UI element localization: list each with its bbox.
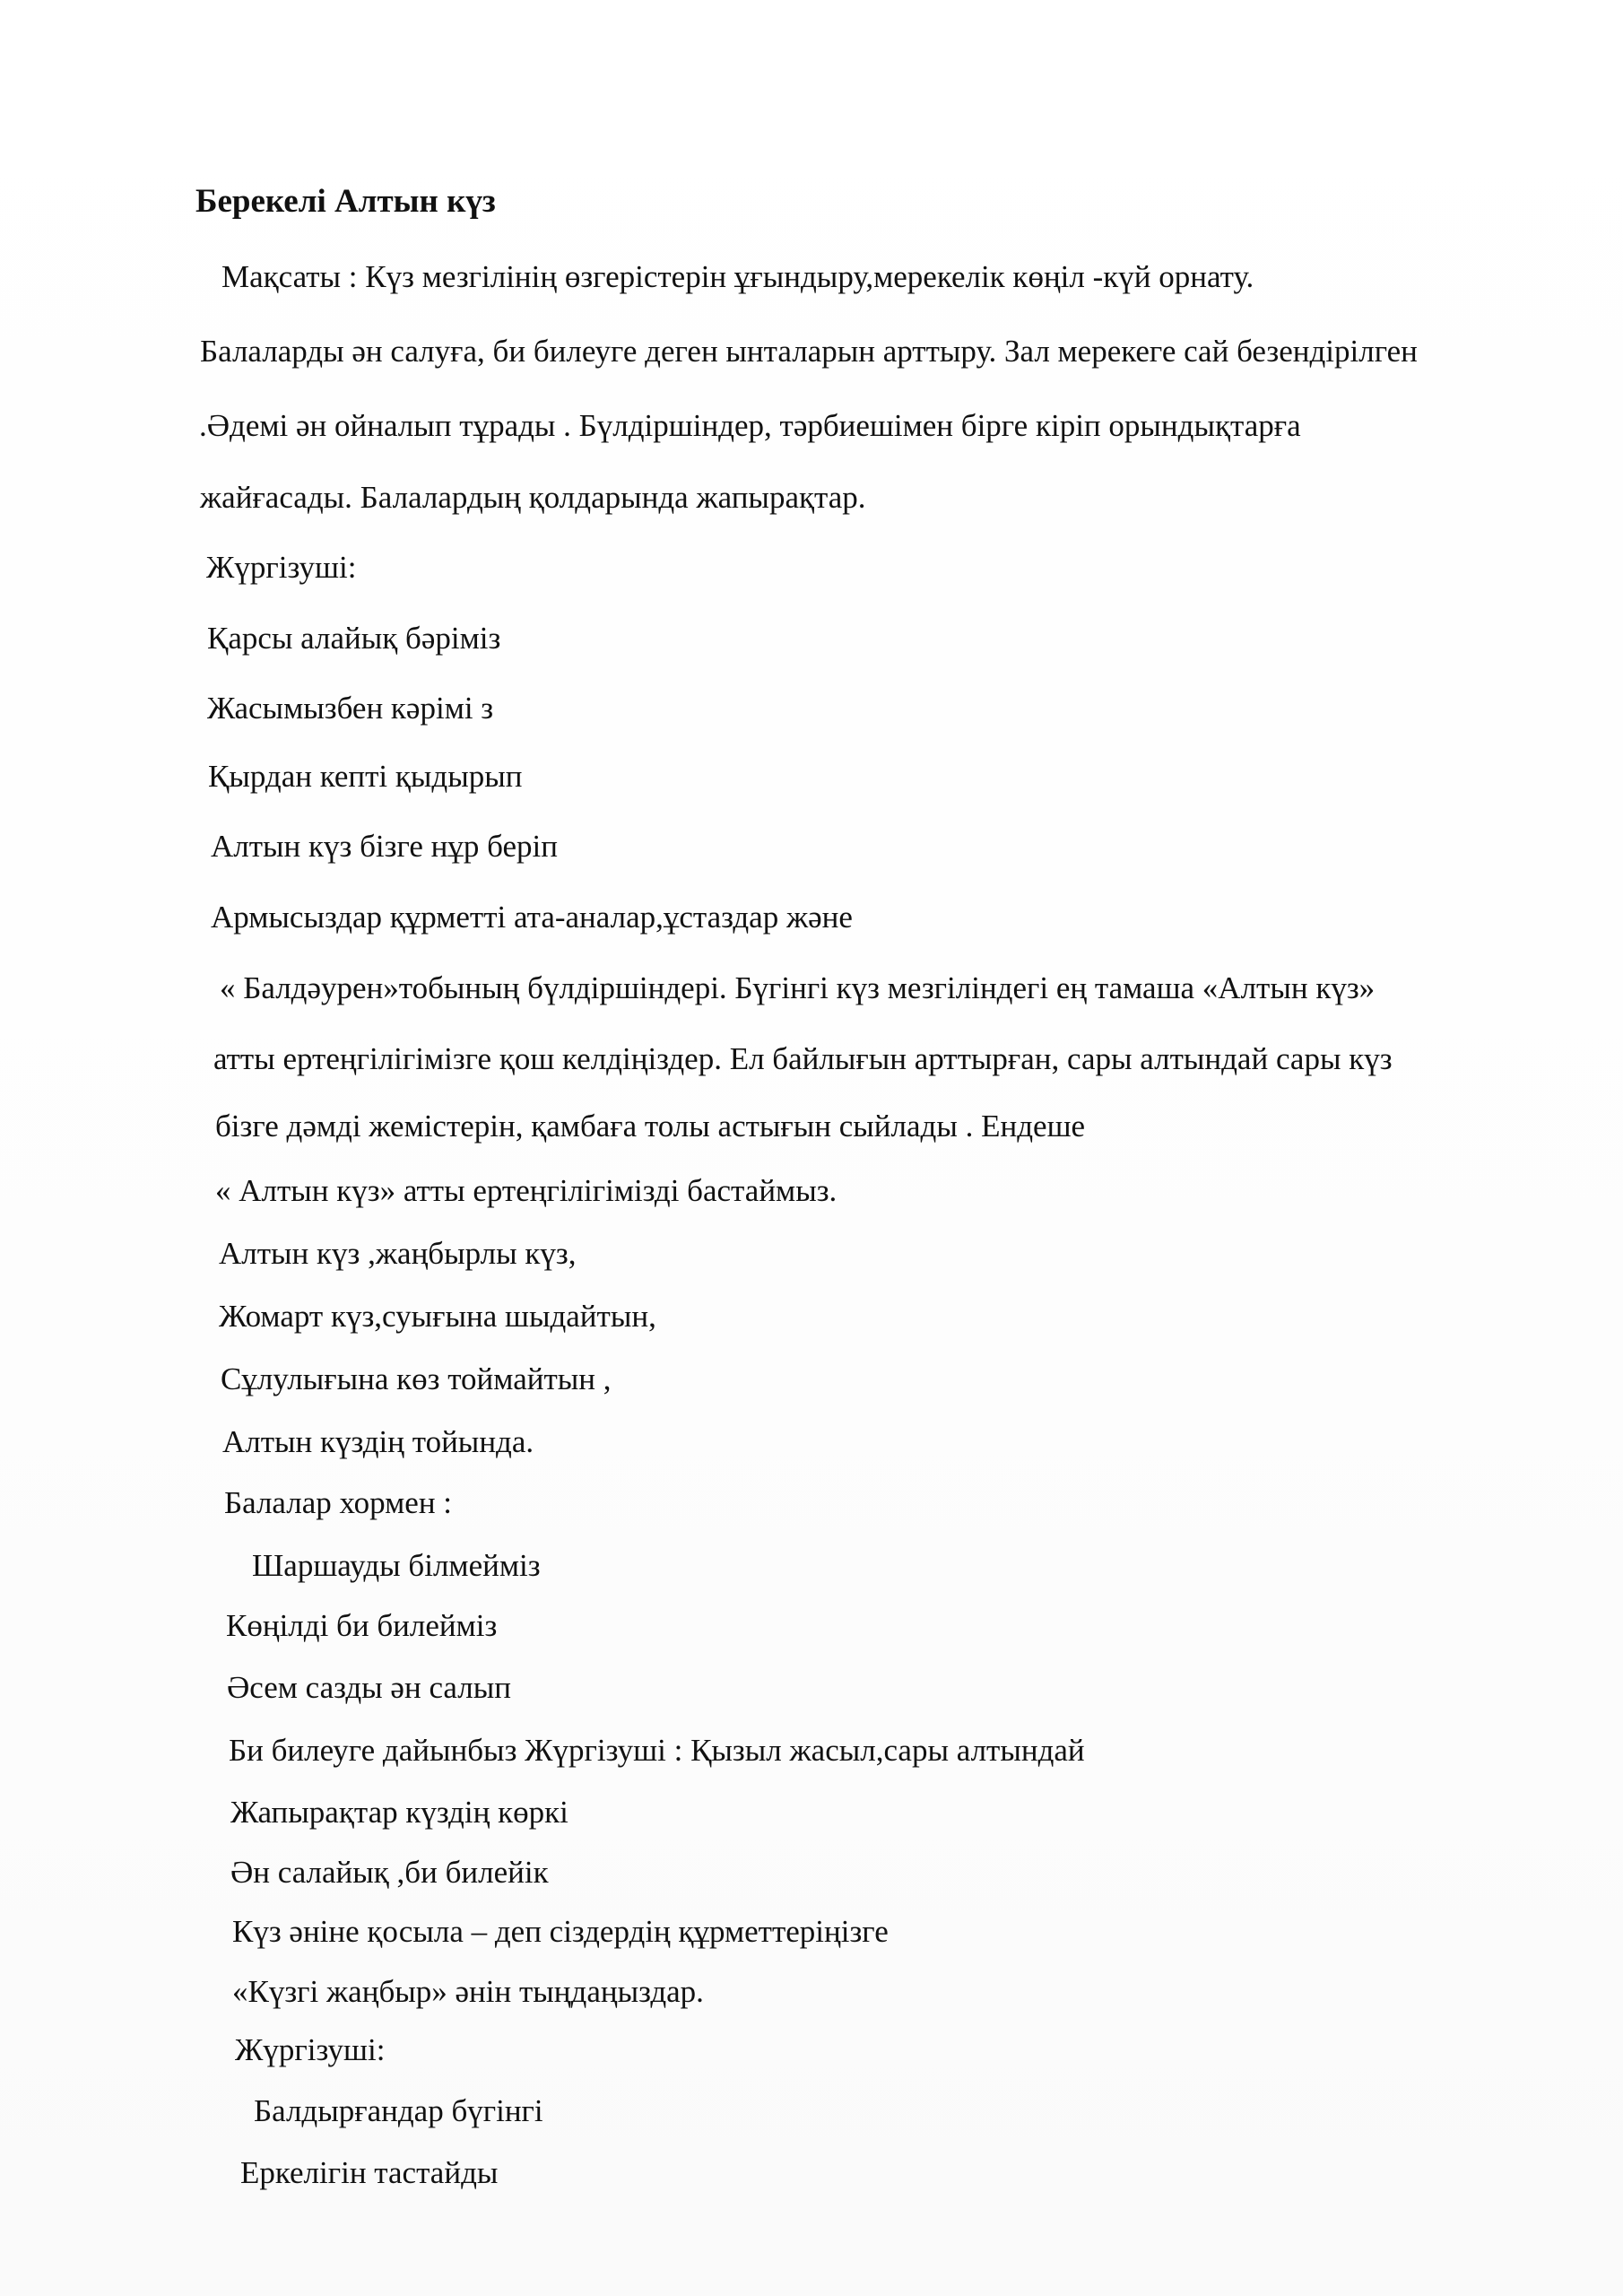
text-line: Жүргізуші: bbox=[206, 550, 357, 585]
text-line: Қырдан кепті қыдырып bbox=[208, 759, 523, 794]
text-line: .Әдемі ән ойналып тұрады . Бүлдіршіндер, тәрбиешімен бірге кіріп орындықтарға bbox=[199, 408, 1301, 443]
text-line: атты ертеңгілігімізге қош келдіңіздер. Ел байлығын арттырған, сары алтындай сары күз bbox=[213, 1041, 1393, 1076]
text-line: Алтын күздің тойында. bbox=[222, 1424, 534, 1459]
text-line: Мақсаты : Күз мезгілінің өзгерістерін ұғындыру,мерекелік көңіл -күй орнату. bbox=[221, 259, 1254, 294]
text-line: Көңілді би билейміз bbox=[226, 1608, 498, 1643]
text-line: «Күзгі жаңбыр» әнін тыңдаңыздар. bbox=[232, 1974, 704, 2009]
text-line: Балаларды ән салуға, би билеуге деген ынталарын арттыру. Зал мерекеге сай безендірілген bbox=[200, 334, 1418, 369]
text-line: Шаршауды білмейміз bbox=[252, 1548, 541, 1583]
text-line: « Алтын күз» атты ертеңгілігімізді бастаймыз. bbox=[215, 1173, 838, 1208]
text-line: Балалар хормен : bbox=[224, 1485, 453, 1520]
text-line: Жасымызбен кәрімі з bbox=[207, 691, 494, 726]
text-line: Жапырақтар күздің көркі bbox=[230, 1795, 568, 1830]
text-line: Жомарт күз,суығына шыдайтын, bbox=[219, 1299, 656, 1334]
text-line: бізге дәмді жемістерін, қамбаға толы астығын сыйлады . Ендеше bbox=[215, 1109, 1086, 1144]
text-line: Қарсы алайық бәріміз bbox=[207, 621, 501, 656]
text-line: Алтын күз ,жаңбырлы күз, bbox=[219, 1236, 577, 1271]
text-line: « Балдәурен»тобының бүлдіршіндері. Бүгінгі күз мезгіліндегі ең тамаша «Алтын күз» bbox=[220, 970, 1376, 1005]
text-line: Әсем сазды ән салып bbox=[227, 1670, 511, 1705]
text-line: Алтын күз бізге нұр беріп bbox=[211, 829, 558, 864]
text-line: Сұлулығына көз тоймайтын , bbox=[221, 1361, 612, 1396]
text-line: Жүргізуші: bbox=[235, 2032, 386, 2067]
text-line: Еркелігін тастайды bbox=[240, 2155, 499, 2190]
text-line: жайғасады. Балалардың қолдарында жапырақтар. bbox=[200, 480, 866, 515]
text-line: Би билеуге дайынбыз Жүргізуші : Қызыл жасыл,сары алтындай bbox=[229, 1733, 1085, 1768]
text-line: Күз әніне қосыла – деп сіздердің құрметтеріңізге bbox=[232, 1914, 889, 1949]
text-line: Ән салайық ,би билейік bbox=[230, 1855, 549, 1890]
text-line: Армысыздар құрметті ата-аналар,ұстаздар және bbox=[211, 900, 853, 935]
text-line: Балдырғандар бүгінгі bbox=[254, 2093, 543, 2128]
document-title: Берекелі Алтын күз bbox=[195, 183, 496, 220]
